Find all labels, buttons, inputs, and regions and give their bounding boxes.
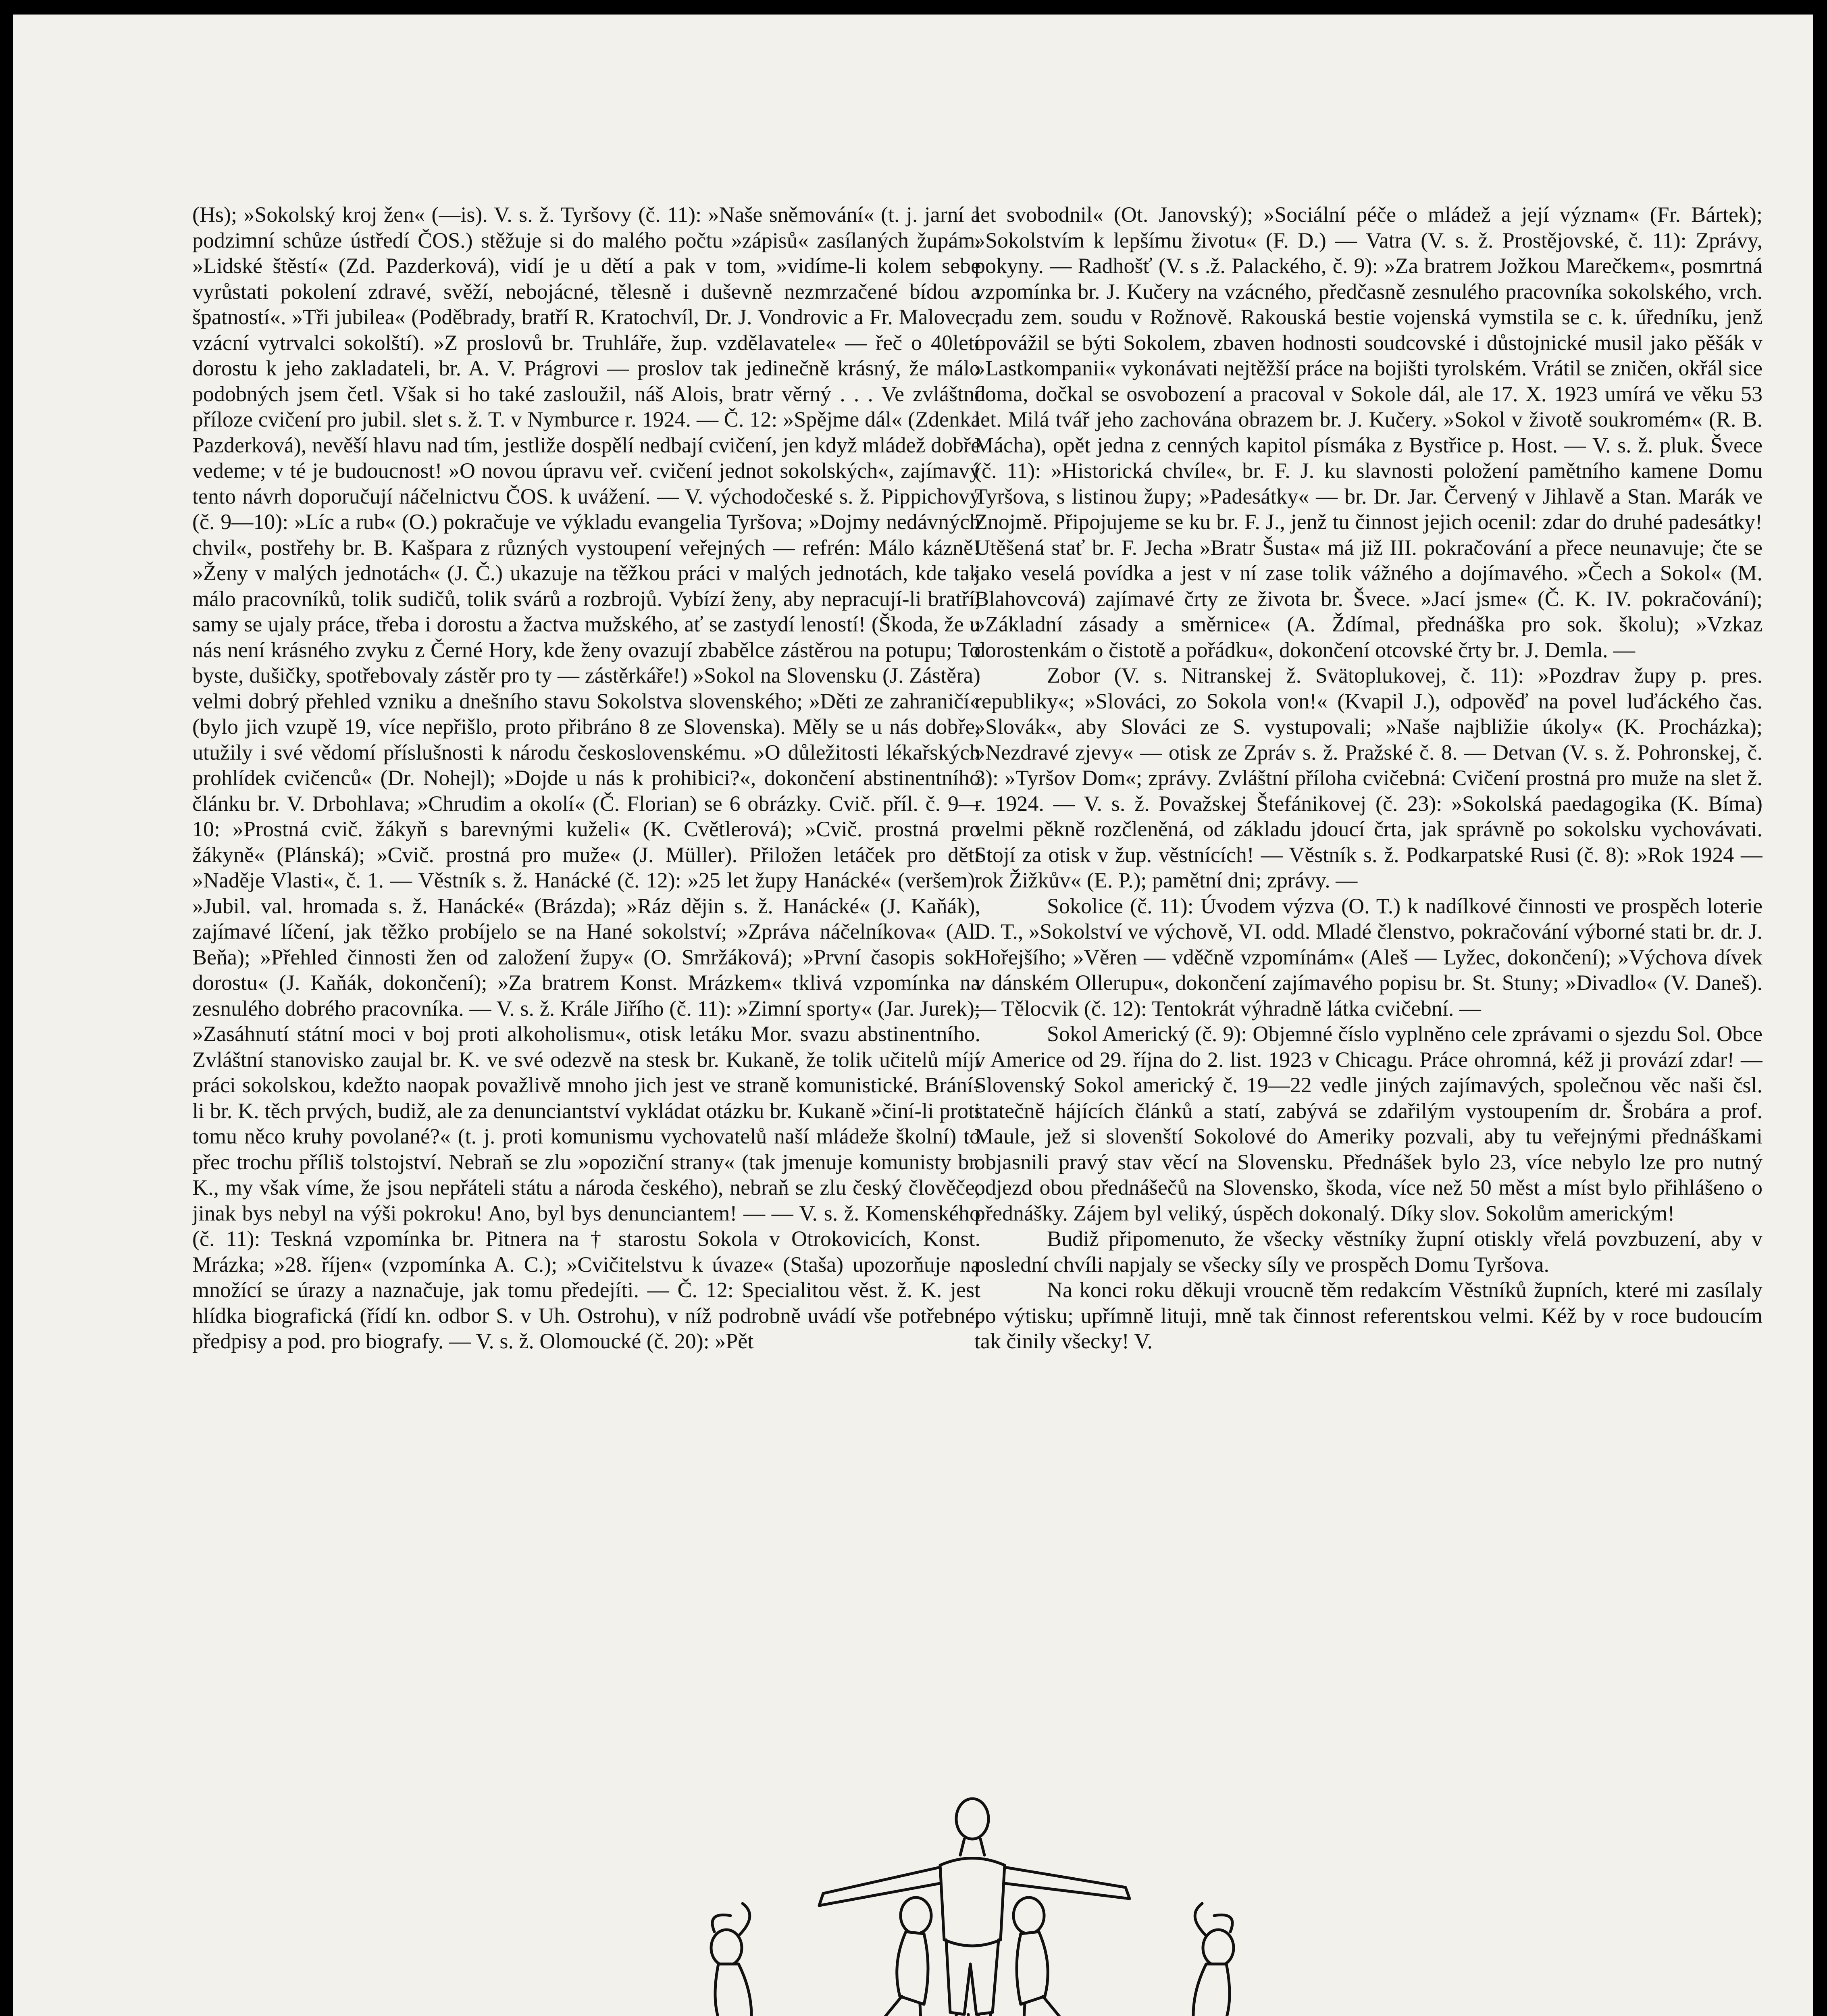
right-paragraph: Zobor (V. s. Nitranskej ž. Svätoplukovej, č. 11): »Pozdrav župy p. pres. republiky«; »Slováci, zo Sokola von!« (Kvapil J.), odpověď na povel luďáckého čas. »Slovák«, aby Slováci ze S. vystupovali; »Naše najbližie úkoly« (K. Procházka); »Nezdravé zjevy« — otisk ze Zpráv s. ž. Pražské č. 8. — Detvan (V. s. ž. Pohronskej, č. 3): »Tyršov Dom«; zprávy. Zvláštní příloha cvičebná: Cvičení prostná pro muže na slet ž. r. 1924. — V. s. ž. Považskej Štefánikovej (č. 23): »Sokolská paedagogika (K. Bíma) velmi pěkně rozčleněná, od základu jdoucí črta, jak správně po sokolsku vychovávati. Stojí za otisk v žup. věstnících! — Věstník s. ž. Podkarpatské Rusi (č. 8): »Rok 1924 — rok Žižkův« (E. P.); pamětní dni; zprávy. — (974, 663, 1762, 892)
left-column-text: (Hs); »Sokolský kroj žen« (—is). V. s. ž. Tyršovy (č. 11): »Naše sněmování« (t. j. jarní a podzimní schůze ústředí ČOS.) stěžuje si do malého počtu »zápisů« zasílaných župám. »Lidské štěstí« (Zd. Pazderková), vidí je u dětí a pak v tom, »vidíme-li kolem sebe vyrůstati pokolení zdravé, svěží, nebojácné, tělesně i duševně nezmrzačené bídou a špatností«. »Tři jubilea« (Poděbrady, bratří R. Kratochvíl, Dr. J. Vondrovic a Fr. Malovec, vzácní vytrvalci sokolští). »Z proslovů br. Truhláře, žup. vzdělavatele« — řeč o 40letí dorostu k jeho zakladateli, br. A. V. Prágrovi — proslov tak jedinečně krásný, že málo podobných jsem četl. Však si ho také zasloužil, náš Alois, bratr věrný . . . Ve zvláštní příloze cvičení pro jubil. slet s. ž. T. v Nymburce r. 1924. — Č. 12: »Spějme dál« (Zdenka Pazderková), nevěší hlavu nad tím, jestliže dospělí nedbají cvičení, jen když mládež dobře vedeme; v té je budoucnost! »O novou úpravu veř. cvičení jednot sokolských«, zajímavý tento návrh doporučují náčelnictvu ČOS. k uvážení. — V. východočeské s. ž. Pippichovy (č. 9—10): »Líc a rub« (O.) pokračuje ve výkladu evangelia Tyršova; »Dojmy nedávných chvil«, postřehy br. B. Kašpara z různých vystoupení veřejných — refrén: Málo kázně! »Ženy v malých jednotách« (J. Č.) ukazuje na těžkou práci v malých jednotách, kde tak málo pracovníků, tolik sudičů, tolik svárů a rozbrojů. Vybízí ženy, aby nepracují-li bratří, samy se ujaly práce, třeba i dorostu a žactva mužského, ať se zastydí leností! (Škoda, že u nás není krásného zvyku z Černé Hory, kde ženy ovazují zbabělce zástěrou na potupu; To byste, dušičky, spotřebovaly zástěr pro ty — zástěrkáře!) »Sokol na Slovensku (J. Zástěra) velmi dobrý přehled vzniku a dnešního stavu Sokolstva slovenského; »Děti ze zahraničí« (bylo jich vzupě 19, více nepřišlo, proto přibráno 8 ze Slovenska). Měly se u nás dobře, utužily i své vědomí příslušnosti k národu československému. »O důležitosti lékařských prohlídek cvičenců« (Dr. Nohejl); »Dojde u nás k prohibici?«, dokončení abstinentního článku br. V. Drbohlava; »Chrudim a okolí« (Č. Florian) se 6 obrázky. Cvič. příl. č. 9—10: »Prostná cvič. žákyň s barevnými kuželi« (K. Cvětlerová); »Cvič. prostná pro žákyně« (Plánská); »Cvič. prostná pro muže« (J. Müller). Přiložen letáček pro děti »Naděje Vlasti«, č. 1. — Věstník s. ž. Hanácké (č. 12): »25 let župy Hanácké« (veršem). »Jubil. val. hromada s. ž. Hanácké« (Brázda); »Ráz dějin s. ž. Hanácké« (J. Kaňák), zajímavé líčení, jak těžko probíjelo se na Hané sokolství; »Zpráva náčelníkova« (Al. Beňa); »Přehled činnosti žen od založení župy« (O. Smržáková); »První časopis sok. dorostu« (J. Kaňák, dokončení); »Za bratrem Konst. Mrázkem« tklivá vzpomínka na zesnulého dobrého pracovníka. — V. s. ž. Krále Jiřího (č. 11): »Zimní sporty« (Jar. Jurek); »Zasáhnutí státní moci v boj proti alkoholismu«, otisk letáku Mor. svazu abstinentního. Zvláštní stanovisko zaujal br. K. ve své odezvě na stesk br. Kukaně, že tolik učitelů míjí práci sokolskou, kdežto naopak považlivě mnoho jich jest ve straně komunistické. Brání-li br. K. těch prvých, budiž, ale za denunciantství vykládat otázku br. Kukaně »činí-li proti tomu něco kruhy povolané?« (t. j. proti komunismu vychovatelů naší mládeže školní) to přec trochu příliš tolstojství. Nebraň se zlu »opoziční strany« (tak jmenuje komunisty br. K., my však víme, že jsou nepřáteli státu a národa českého), nebraň se zlu český člověče, jinak bys nebyl na výši pokroku! Ano, byl bys denunciantem! — — V. s. ž. Komenského (č. 11): Teskná vzpomínka br. Pitnera na † starostu Sokola v Otrokovicích, Konst. Mrázka; »28. říjen« (vzpomínka A. C.); »Cvičitelstvu k úvaze« (Staša) upozorňuje na množící se úrazy a naznačuje, jak tomu předejíti. — Č. 12: Specialitou věst. ž. K. jest hlídka biografická (řídí kn. odbor S. v Uh. Ostrohu), v níž podrobně uvádí vše potřebné, předpisy a pod. pro biografy. — V. s. ž. Olomoucké (č. 20): »Pět (192, 202, 980, 1353)
standing-gymnast-figure (940, 1799, 1005, 2016)
gymnasts-illustration (682, 1795, 1263, 2016)
right-paragraph: Sokol Americký (č. 9): Objemné číslo vyplněno cele zprávami o sjezdu Sol. Obce v Americe od 29. října do 2. list. 1923 v Chicagu. Práce ohromná, kéž ji provází zdar! —Slovenský Sokol americký č. 19—22 vedle jiných zajímavých, společnou věc naši čsl. statečně hájících článků a statí, zabývá se zdařilým vystoupením dr. Šrobára a prof. Maule, jež si slovenští Sokolové do Ameriky pozvali, aby tu veřejnými přednáškami objasnili pravý stav věcí na Slovensku. Přednášek bylo 23, více nebylo lze pro nutný odjezd obou přednášečů na Slovensko, škoda, více než 50 měst a míst bylo přihlášeno o přednášky. Zájem byl veliký, úspěch dokonalý. Díky slov. Sokolům americkým! (974, 1022, 1762, 1225)
right-leaning-gymnast (1011, 1897, 1154, 2016)
right-paragraph: Sokolice (č. 11): Úvodem výzva (O. T.) k nadílkové činnosti ve prospěch loterie D. T., »Sokolství ve výchově, VI. odd. Mladé členstvo, pokračování výborné stati br. dr. J. Hořejšího; »Věren — vděčně vzpomínám« (Aleš — Lyžec, dokončení); »Výchova dívek v dánském Ollerupu«, dokončení zajímavého popisu br. St. Stuny; »Divadlo« (V. Daneš). — Tělocvik (č. 12): Tentokrát výhradně látka cvičební. — (974, 893, 1762, 1020)
magazine-page (13, 15, 1813, 2016)
left-kneeling-gymnast (686, 1904, 835, 2016)
right-paragraph: Budiž připomenuto, že všecky věstníky župní otiskly vřelá povzbuzení, aby v poslední chvíli napjaly se všecky síly ve prospěch Domu Tyršova. (974, 1227, 1762, 1277)
left-leaning-gymnast (791, 1897, 934, 2016)
left-text-column (192, 202, 980, 1799)
right-kneeling-gymnast (1109, 1904, 1259, 2016)
right-text-column (974, 202, 1762, 1799)
right-paragraph: Na konci roku děkuji vroucně těm redakcím Věstníků župních, které mi zasílaly po výtisku; upřímně lituji, mně tak činnost referentskou velmi. Kéž by v roce budoucím tak činily všecky! V. (974, 1278, 1762, 1353)
right-paragraph: let svobodnil« (Ot. Janovský); »Sociální péče o mládež a její význam« (Fr. Bártek); »Sokolstvím k lepšímu životu« (F. D.) — Vatra (V. s. ž. Prostějovské, č. 11): Zprávy, pokyny. — Radhošť (V. s .ž. Palackého, č. 9): »Za bratrem Jožkou Marečkem«, posmrtná vzpomínka br. J. Kučery na vzácného, předčasně zesnulého pracovníka sokolského, vrch. radu zem. soudu v Rožnově. Rakouská bestie vojenská vymstila se c. k. úředníku, jenž opovážil se býti Sokolem, zbaven hodnosti soudcovské i důstojnické musil jako pěšák v »Lastkompanii« vykonávati nejtěžší práce na bojišti tyrolském. Vrátil se zničen, okřál sice doma, dočkal se osvobození a pracoval v Sokole dál, ale 17. X. 1923 umírá ve věku 53 let. Milá tvář jeho zachována obrazem br. J. Kučery. »Sokol v životě soukromém« (R. B. Mácha), opět jedna z cenných kapitol písmáka z Bystřice p. Host. — V. s. ž. pluk. Švece (č. 11): »Historická chvíle«, br. F. J. ku slavnosti položení pamětního kamene Domu Tyršova, s listinou župy; »Padesátky« — br. Dr. Jar. Červený v Jihlavě a Stan. Marák ve Znojmě. Připojujeme se ku br. F. J., jenž tu činnost jejich ocenil: zdar do druhé padesátky! Utěšená stať br. F. Jecha »Bratr Šusta« má již III. pokračování a přece neunavuje; čte se jako veselá povídka a jest v ní zase tolik vážného a dojímavého. »Čech a Sokol« (M. Blahovcová) zajímavé črty ze života br. Švece. »Jací jsme« (Č. K. IV. pokračování); »Základní zásady a směrnice« (A. Ždímal, přednáška pro sok. školu); »Vzkaz dorostenkám o čistotě a pořádku«, dokončení otcovské črty br. J. Demla. — (974, 202, 1762, 662)
right-outstretched-arm (1005, 1867, 1130, 1899)
